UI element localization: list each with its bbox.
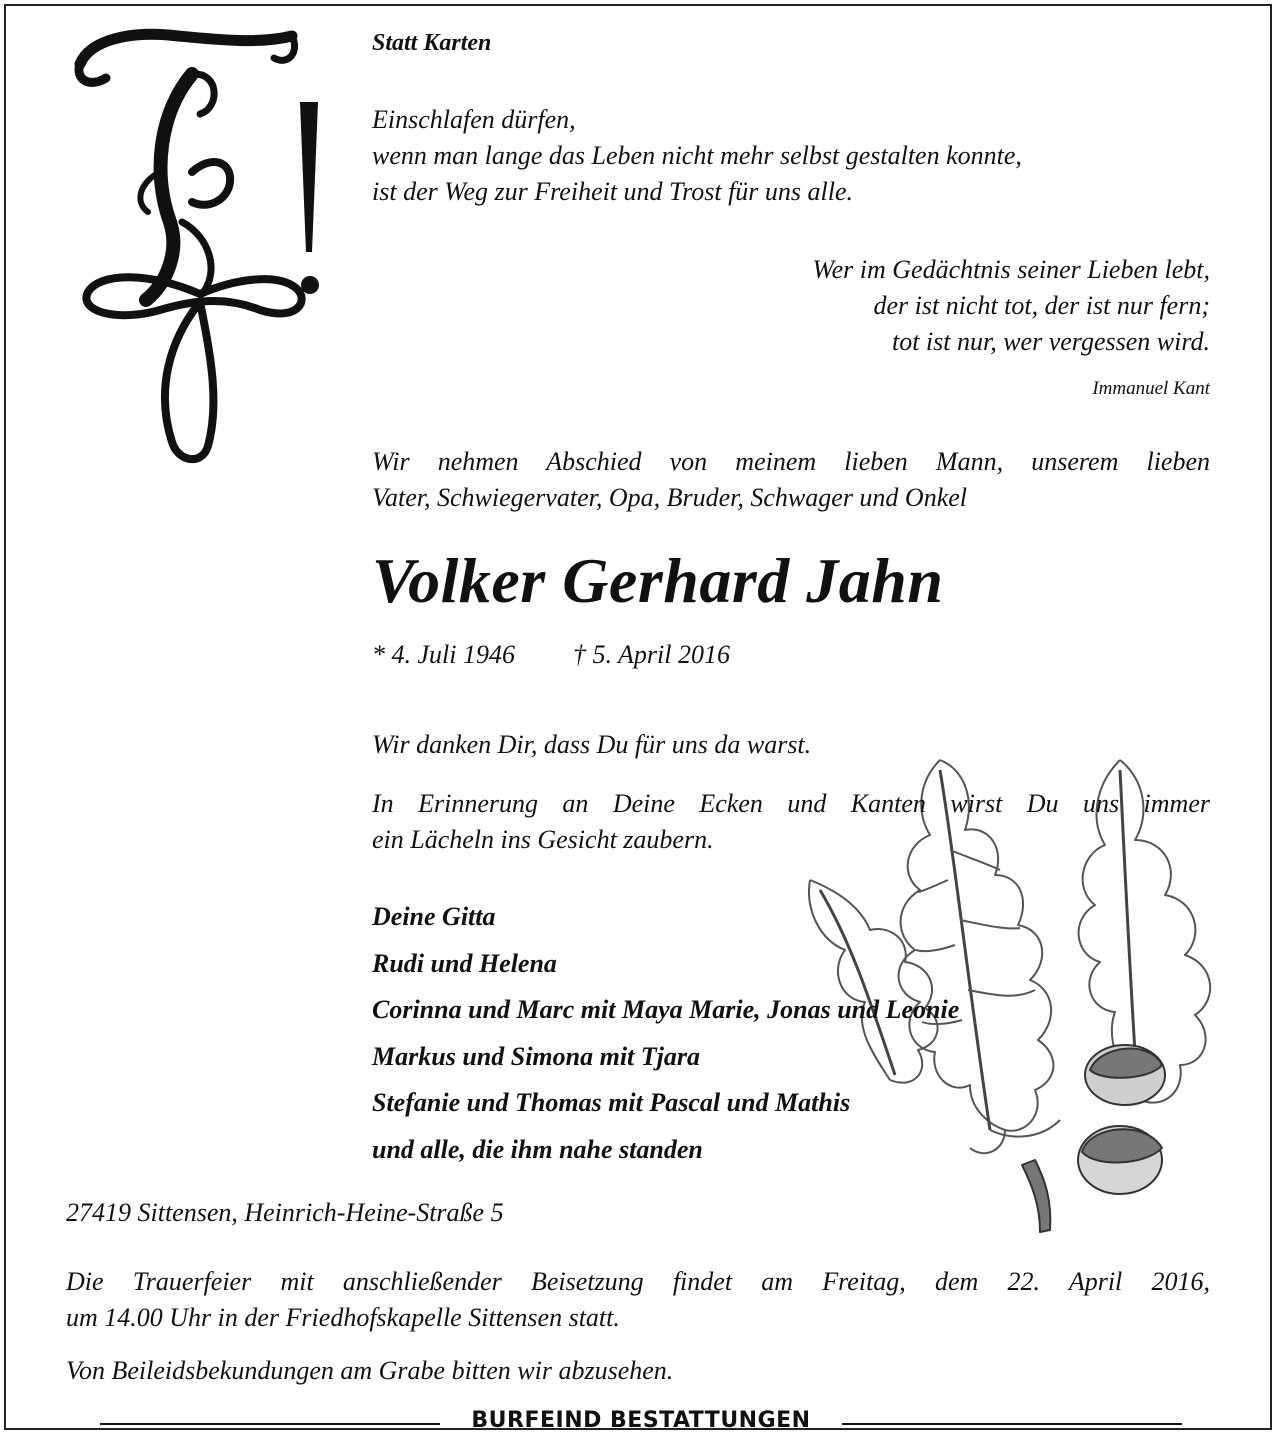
publisher-name: BURFEIND BESTATTUNGEN [471,1408,811,1433]
farewell-line: Wir nehmen Abschied von meinem lieben Mann, unserem lieben [372,447,1210,476]
memory-line: ein Lächeln ins Gesicht zaubern. [372,825,714,854]
intro-poem-line: Einschlafen dürfen, [372,105,576,134]
address: 27419 Sittensen, Heinrich-Heine-Straße 5 [66,1198,504,1227]
footer-rule-left [100,1423,440,1425]
family-member: Corinna und Marc mit Maya Marie, Jonas und Leonie [372,995,960,1024]
intro-poem-line: ist der Weg zur Freiheit und Trost für uns alle. [372,177,854,206]
birth-date: * 4. Juli 1946 [372,640,515,669]
life-dates [372,640,730,670]
ceremony-line: um 14.00 Uhr in der Friedhofskapelle Sittensen statt. [66,1303,620,1332]
quote-line: der ist nicht tot, der ist nur fern; [873,291,1210,320]
family-member: Deine Gitta [372,902,496,931]
ceremony-line: Die Trauerfeier mit anschließender Beisetzung findet am Freitag, dem 22. April 2016, [66,1267,1210,1296]
intro-poem [372,102,1022,210]
condolence-note: Von Beileidsbekundungen am Grabe bitten wir abzusehen. [66,1356,674,1385]
monogram-ornament [60,22,330,472]
deceased-name: Volker Gerhard Jahn [372,545,944,616]
farewell-text [372,444,1210,516]
family-member: und alle, die ihm nahe standen [372,1134,703,1164]
quote-line: Wer im Gedächtnis seiner Lieben lebt, [812,255,1210,284]
memory-line: In Erinnerung an Deine Ecken und Kanten wirst Du uns immer [372,789,1210,818]
farewell-line: Vater, Schwiegervater, Opa, Bruder, Schwager und Onkel [372,483,968,512]
family-member: Rudi und Helena [372,948,557,978]
intro-poem-line: wenn man lange das Leben nicht mehr selbst gestalten konnte, [372,141,1022,170]
quote-line: tot ist nur, wer vergessen wird. [891,327,1210,356]
thanks-text: Wir danken Dir, dass Du für uns da warst. [372,730,812,759]
death-date: † 5. April 2016 [573,640,730,669]
family-member: Stefanie und Thomas mit Pascal und Mathis [372,1088,851,1117]
header-label: Statt Karten [372,30,492,56]
family-member: Markus und Simona mit Tjara [372,1041,700,1071]
quote-author: Immanuel Kant [1092,378,1210,399]
memory-text [372,786,1210,858]
family-list [372,894,959,1173]
footer-rule-right [842,1423,1182,1425]
quote [812,252,1210,360]
ceremony-text [66,1264,1210,1336]
